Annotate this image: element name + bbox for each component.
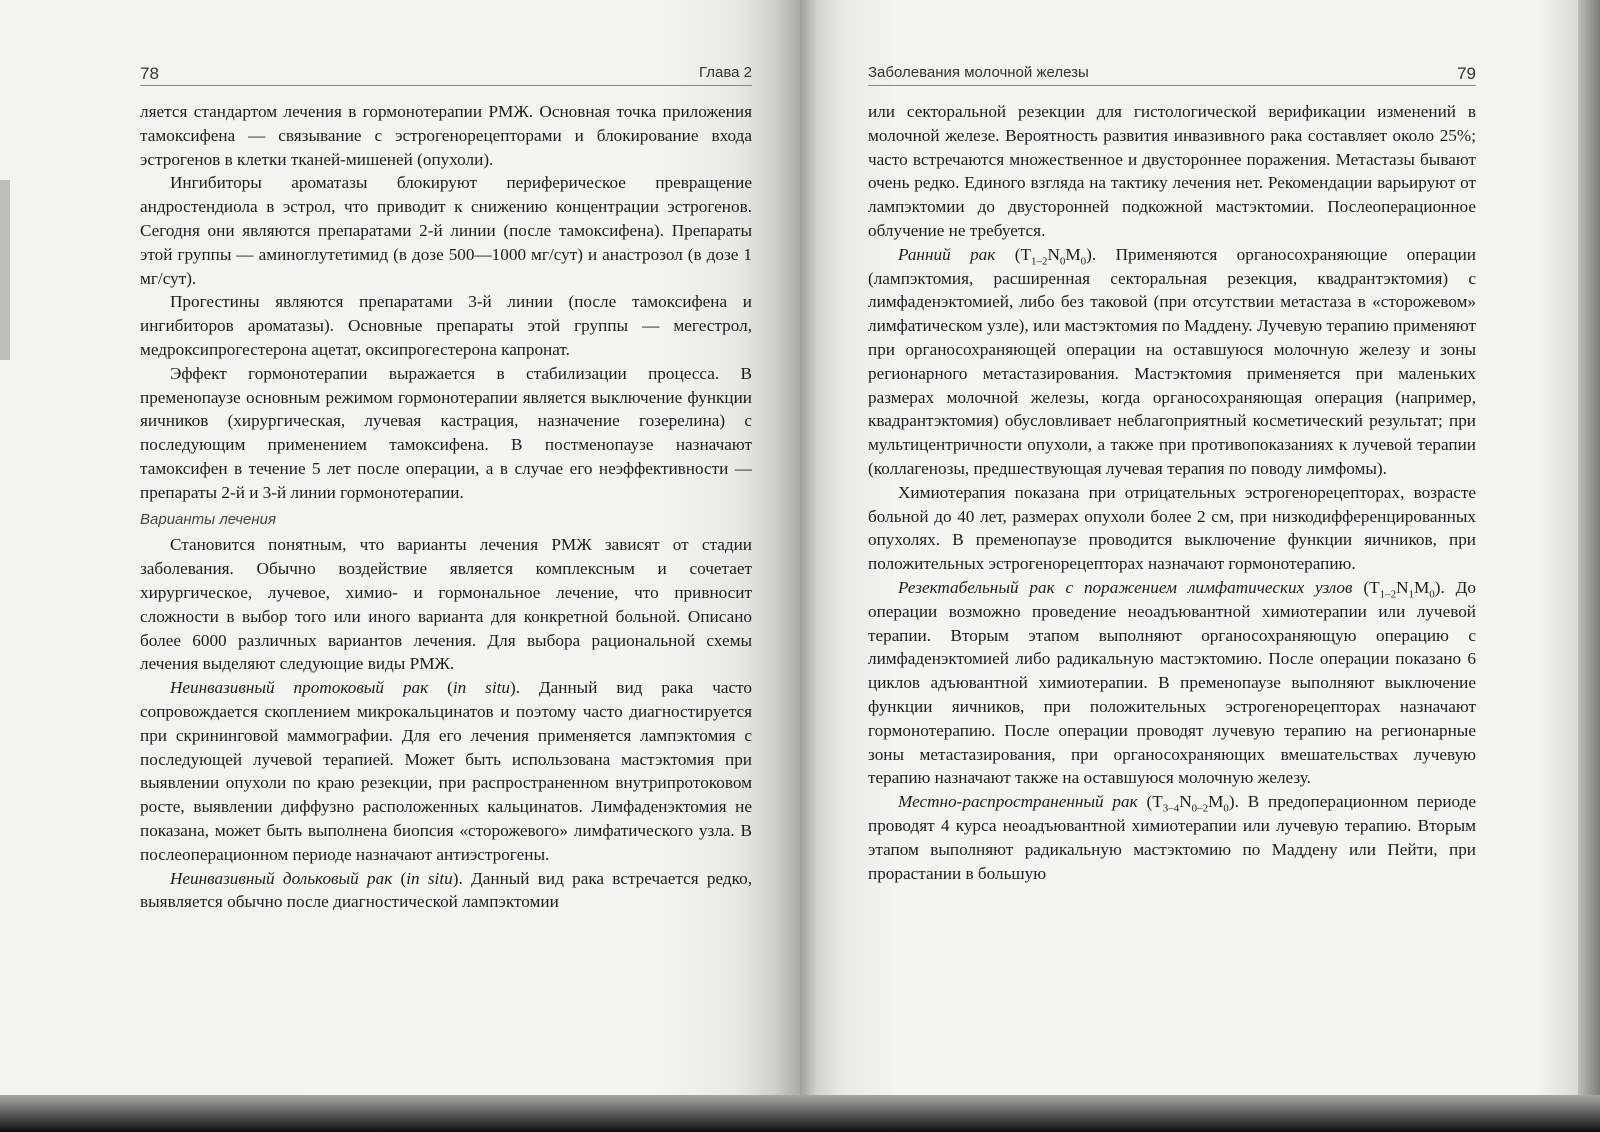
- paragraph-body: Данный вид рака встречается редко, выявляется обычно после диагностической лампэктомии: [140, 868, 753, 912]
- right-page: [800, 0, 1600, 1118]
- left-body-text: [140, 100, 752, 914]
- left-running-header: [140, 61, 752, 86]
- stage-formula: $T_{1-2}N_0M_0$: [1020, 244, 1087, 268]
- section-subheading: Варианты лечения: [140, 510, 277, 528]
- section-title: Заболевания молочной железы: [868, 64, 1089, 81]
- page-number: 78: [140, 64, 159, 83]
- term-heading: Местно-распространенный рак: [898, 792, 1138, 812]
- paragraph: Химиотерапия показана при отрицательных эстрогенорецепторах, возрасте больной до 40 лет, размерах опухоли более 2 см, при низкодифференцированных опухолях. В пременопаузе проводится выключение функции яичников, при положительных эстрогенорецепторах назначают гормонотерапию.: [868, 482, 1476, 574]
- term-latin: in situ: [406, 868, 453, 888]
- paragraph: Становится понятным, что варианты лечения РМЖ зависят от стадии заболевания. Обычно воздействие является комплексным и сочетает хирургическое, лучевое, химио- и гормональное лечение, что привносит сложности в выбор того или иного варианта для конкретной больной. Описано более 6000 различных вариантов лечения. Для выбора рациональной схемы лечения выделяют следующие виды РМЖ.: [140, 535, 752, 674]
- paragraph-body: В предоперационном периоде проводят 4 курса неоадъювантной химиотерапии или лучевую терапию. Вторым этапом выполняют радикальную мастэктомию по Маддену или Пейти, при прорастании в большую: [868, 792, 1476, 883]
- page-edge-shadow: [0, 180, 10, 360]
- paragraph: Неинвазивный протоковый рак (in situ). Данный вид рака часто сопровождается скоплением микрокальцинатов и поэтому часто диагностируется при скрининговой маммографии. Для его лечения применяется лампэктомия с последующей лучевой терапией. Может быть использована мастэктомия при выявлении опухоли по краю резекции, при распространенном внутрипротоковом росте, выявлении диффузно расположенных кальцинатов. Лимфаденэктомия не показана, может быть выполнена биопсия «сторожевого» лимфатического узла. В послеоперационном периоде назначают антиэстрогены.: [140, 678, 752, 864]
- paragraph: Неинвазивный дольковый рак (in situ). Данный вид рака встречается редко, выявляется обычно после диагностической лампэктомии: [140, 868, 753, 912]
- right-edge-shadow: [1578, 0, 1600, 1132]
- stage-formula: $T_{1-2}N_1M_0$: [1369, 577, 1435, 601]
- paragraph-body: До операции возможно проведение неоадъювантной химиотерапии или лучевой терапии. Вторым этапом выполняют органосохраняющую операцию с лимфаденэктомией либо радикальную мастэктомию. После операции показано 6 циклов адъювантной химиотерапии. В пременопаузе выполняют выключение функции яичников, при положительных эстрогенорецепторах назначают гормонотерапию. После операции проводят лучевую терапию на регионарные зоны метастазирования, при органосохраняющих вмешательствах лучевую терапию назначают также на оставшуюся молочную железу.: [868, 577, 1476, 788]
- term-heading: Неинвазивный протоковый рак: [170, 678, 429, 698]
- paragraph: Ингибиторы ароматазы блокируют периферическое превращение андростендиола в эстрол, что приводит к снижению концентрации эстрогенов. Сегодня они являются препаратами 2-й линии (после тамоксифена). Препараты этой группы — аминоглутетимид (в дозе 500—1000 мг/сут) и анастрозол (в дозе 1 мг/сут).: [140, 173, 752, 288]
- term-latin: in situ: [452, 678, 510, 698]
- term-heading: Неинвазивный дольковый рак: [170, 868, 393, 888]
- stage-formula: $T_{3-4}N_{0-2}M_0$: [1152, 792, 1229, 815]
- paragraph: Эффект гормонотерапии выражается в стабилизации процесса. В пременопаузе основным режимом гормонотерапии является выключение функции яичников (хирургическая, лучевая кастрация, назначение гозерелина) с последующим применением тамоксифена. В постменопаузе назначают тамоксифен в течение 5 лет после операции, а в случае его неэффективности — препараты 2-й и 3-й линии гормонотерапии.: [140, 363, 752, 502]
- paragraph: или секторальной резекции для гистологической верификации изменений в молочной железе. Вероятность развития инвазивного рака составляет около 25%; часто встречаются множественное и двустороннее поражения. Метастазы бывают очень редко. Единого взгляда на тактику лечения нет. Рекомендации варьируют от лампэктомии до двусторонней подкожной мастэктомии. Послеоперационное облучение не требуется.: [868, 102, 1476, 240]
- term-heading: Резектабельный рак с поражением лимфатических узлов: [898, 577, 1353, 597]
- right-running-header: [868, 61, 1476, 86]
- right-body-text: [868, 100, 1476, 885]
- left-page: [0, 0, 800, 1118]
- paragraph: ляется стандартом лечения в гормонотерапии РМЖ. Основная точка приложения тамоксифена — связывание с эстрогенорецепторами и блокирование входа эстрогенов в клетки тканей-мишеней (опухоли).: [140, 102, 752, 169]
- bottom-scan-shadow: [0, 1095, 1600, 1132]
- paragraph: Резектабельный рак с поражением лимфатических узлов $(T_{1-2}N_1M_0)$. До операции возможно проведение неоадъювантной химиотерапии или лучевой терапии. Вторым этапом выполняют органосохраняющую операцию с лимфаденэктомией либо радикальную мастэктомию. После операции показано 6 циклов адъювантной химиотерапии. В пременопаузе выполняют выключение функции яичников, при положительных эстрогенорецепторах назначают гормонотерапию. После операции проводят лучевую терапию на регионарные зоны метастазирования, при органосохраняющих вмешательствах лучевую терапию назначают также на оставшуюся молочную железу.: [868, 577, 1476, 788]
- paragraph: Ранний рак $(T_{1-2}N_0M_0)$. Применяются органосохраняющие операции (лампэктомия, расширенная секторальная резекция, квадрантэктомия) с лимфаденэктомией, либо без таковой (при отсутствии метастаза в «сторожевом» лимфатическом узле), или мастэктомия по Маддену. Лучевую терапию применяют при органосохраняющей операции на оставшуюся молочную железу и зоны регионарного метастазирования. Мастэктомия применяется при маленьких размерах молочной железы, когда органосохраняющая операция (например, квадрантэктомия) обусловливает неблагоприятный косметический результат; при мультицентричности опухоли, а также при противопоказаниях к лучевой терапии (коллагенозы, предшествующая лучевая терапия по поводу лимфомы).: [868, 244, 1476, 478]
- paragraph-body: Применяются органосохраняющие операции (лампэктомия, расширенная секторальная резекция, квадрантэктомия) с лимфаденэктомией, либо без таковой (при отсутствии метастаза в «сторожевом» лимфатическом узле), или мастэктомия по Маддену. Лучевую терапию применяют при органосохраняющей операции на оставшуюся молочную железу и зоны регионарного метастазирования. Мастэктомия применяется при маленьких размерах молочной железы, когда органосохраняющая операция (например, квадрантэктомия) обусловливает неблагоприятный косметический результат; при мультицентричности опухоли, а также при противопоказаниях к лучевой терапии (коллагенозы, предшествующая лучевая терапия по поводу лимфомы).: [868, 244, 1476, 478]
- paragraph: Местно-распространенный рак $(T_{3-4}N_{0-2}M_0)$. В предоперационном периоде проводят 4 курса неоадъювантной химиотерапии или лучевую терапию. Вторым этапом выполняют радикальную мастэктомию по Маддену или Пейти, при прорастании в большую: [868, 792, 1476, 883]
- chapter-title: Глава 2: [698, 64, 752, 81]
- term-heading: Ранний рак: [898, 244, 996, 264]
- paragraph-body: Данный вид рака часто сопровождается скоплением микрокальцинатов и поэтому часто диагностируется при скрининговой маммографии. Для его лечения применяется лампэктомия с последующей лучевой терапией. Может быть использована мастэктомия при выявлении опухоли по краю резекции, при распространенном внутрипротоковом росте, выявлении диффузно расположенных кальцинатов. Лимфаденэктомия не показана, может быть выполнена биопсия «сторожевого» лимфатического узла. В послеоперационном периоде назначают антиэстрогены.: [140, 678, 752, 864]
- page-number: 79: [1457, 64, 1476, 83]
- paragraph: Прогестины являются препаратами 3-й линии (после тамоксифена и ингибиторов ароматазы). Основные препараты этой группы — мегестрол, медроксипрогестерона ацетат, оксипрогестерона капронат.: [140, 292, 752, 359]
